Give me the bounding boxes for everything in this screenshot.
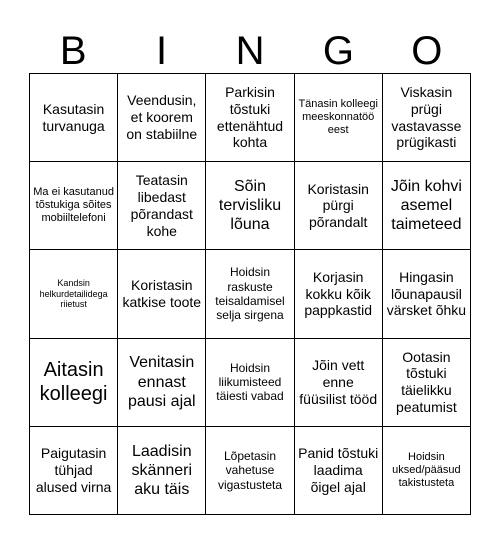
bingo-cell[interactable]: Parkisin tõstuki ettenähtud kohta (206, 74, 294, 162)
bingo-grid (29, 73, 471, 515)
header-letter-o: O (411, 29, 443, 73)
bingo-cell[interactable]: Lõpetasin vahetuse vigastusteta (206, 427, 294, 515)
bingo-cell[interactable]: Ootasin tõstuki täielikku peatumist (383, 339, 471, 427)
bingo-cell[interactable]: Korjasin kokku kõik pappkastid (295, 250, 383, 338)
bingo-cell[interactable]: Hoidsin liikumisteed täiesti vabad (206, 339, 294, 427)
bingo-cell[interactable]: Paigutasin tühjad alused virna (30, 427, 118, 515)
bingo-cell[interactable]: Tänasin kolleegi meeskonnatöö eest (295, 74, 383, 162)
bingo-cell[interactable]: Laadisin skänneri aku täis (118, 427, 206, 515)
bingo-cell[interactable]: Kasutasin turvanuga (30, 74, 118, 162)
bingo-cell[interactable]: Veendusin, et koorem on stabiilne (118, 74, 206, 162)
header-letter-g: G (322, 29, 354, 73)
bingo-cell[interactable]: Hingasin lõunapausil värsket õhku (383, 250, 471, 338)
bingo-cell[interactable]: Hoidsin uksed/pääsud takistusteta (383, 427, 471, 515)
bingo-cell[interactable]: Ma ei kasutanud tõstukiga sõites mobiiltelefoni (30, 162, 118, 250)
bingo-cell[interactable]: Koristasin pürgi põrandalt (295, 162, 383, 250)
bingo-cell[interactable]: Venitasin ennast pausi ajal (118, 339, 206, 427)
bingo-cell[interactable]: Kandsin helkurdetailidega riietust (30, 250, 118, 338)
bingo-header (29, 28, 471, 74)
header-letter-i: I (156, 29, 168, 73)
bingo-cell[interactable]: Sõin tervisliku lõuna (206, 162, 294, 250)
bingo-cell[interactable]: Hoidsin raskuste teisaldamisel selja sirgena (206, 250, 294, 338)
header-letter-b: B (59, 29, 87, 73)
header-letter-n: N (235, 29, 265, 73)
bingo-cell[interactable]: Viskasin prügi vastavasse prügikasti (383, 74, 471, 162)
bingo-cell[interactable]: Koristasin katkise toote (118, 250, 206, 338)
bingo-cell[interactable]: Panid tõstuki laadima õigel ajal (295, 427, 383, 515)
bingo-cell[interactable]: Aitasin kolleegi (30, 339, 118, 427)
bingo-cell[interactable]: Jõin vett enne füüsilist tööd (295, 339, 383, 427)
bingo-cell[interactable]: Teatasin libedast põrandast kohe (118, 162, 206, 250)
bingo-cell[interactable]: Jõin kohvi asemel taimeteed (383, 162, 471, 250)
